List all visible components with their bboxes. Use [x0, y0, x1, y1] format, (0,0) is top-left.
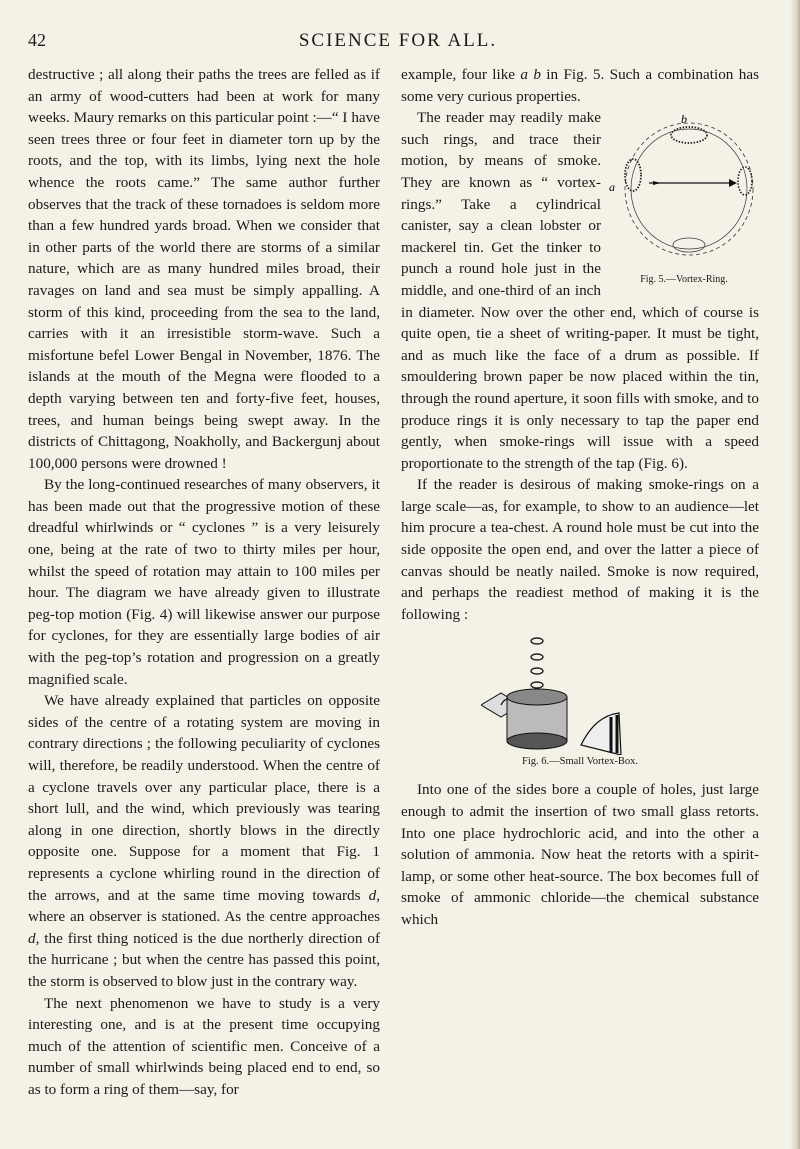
vortex-ring-diagram: [609, 111, 759, 276]
figure-caption: Fig. 6.—Small Vortex-Box.: [522, 756, 638, 768]
paragraph: We have already explained that particles on opposite sides of the centre of a rotating system are moving in contrary directions ; the following peculiarity of cyclones will, therefore, be readily understood. When the centre of a cyclone travels over any particular place, there is a short lull, and the wind, which previously was tearing along in one direction, shortly blows in the directly opposite one. Suppose for a moment that Fig. 1 represents a cyclone whirling round in the direction of the arrows, and at the same time moving towards d, where an observer is stationed. As the centre approaches d, the first thing noticed is the due northerly direction of the hurricane ; but when the centre has passed this point, the storm is observed to blow just in the contrary way.: [28, 692, 380, 990]
paragraph: example, four like a b in Fig. 5. Such a combination has some very curious properties.: [401, 66, 759, 105]
right-column: [401, 64, 759, 931]
left-column: [28, 64, 380, 1101]
figure-caption: Fig. 5.—Vortex-Ring.: [640, 274, 728, 286]
paragraph: By the long-continued researches of many observers, it has been made out that the progressive motion of these dreadful whirlwinds or “ cyclones ” is a very leisurely one, being at the rate of two to thirty miles per hour, whilst the speed of rotation may attain to 100 miles per hour. The diagram we have already given to illustrate peg-top motion (Fig. 4) will likewise answer our purpose for cyclones, for they are essentially large bodies of air with the peg-top’s rotation and progression on a greatly magnified scale.: [28, 476, 380, 688]
figure-vortex-ring: [609, 111, 759, 291]
paragraph: The reader may readily make such rings, and trace their motion, by means of smoke. They are known as “ vortex-rings.” Take a cylindrical canister, say a clean lobster or mackerel tin. Get the tinker to punch a round hole just in the middle, and one-third of an inch in diameter. Now over the other end, which of course is quite open, tie a sheet of writing-paper. It must be tight, and as much like the face of a drum as possible. If smouldering brown paper be now placed within the tin, through the round aperture, it soon fills with smoke, and to produce rings it is only necessary to tap the paper end gently, when smoke-rings will issue with a speed proportionate to the strength of the tap (Fig. 6).: [401, 109, 759, 472]
page-header: [28, 30, 768, 60]
paragraph: Into one of the sides bore a couple of holes, just large enough to admit the insertion of two small glass retorts. Into one place hydrochloric acid, and into the other a solution of ammonia. Now heat the retorts with a spirit-lamp, or some other heat-source. The box becomes full of smoke of ammonic chloride—the chemical substance which: [401, 781, 759, 928]
figure-vortex-box: [401, 635, 759, 755]
page-number: 42: [28, 30, 46, 50]
paragraph: The next phenomenon we have to study is a very interesting one, and is at the present time occupying much of the attention of scientific men. Conceive of a number of small whirlwinds being placed end to end, so as to form a ring of them—say, for: [28, 994, 380, 1098]
label-d: d: [368, 886, 377, 904]
vortex-box-illustration: [481, 635, 681, 755]
running-title: SCIENCE FOR ALL.: [298, 30, 498, 51]
paragraph: If the reader is desirous of making smoke-rings on a large scale—as, for example, to show to an audience—let him procure a tea-chest. A round hole must be cut into the side opposite the open end, and over the latter a piece of canvas should be neatly nailed. Smoke is now required, and perhaps the readiest method of making it is the following :: [401, 476, 759, 623]
label-b: b: [681, 112, 687, 127]
label-d: d: [28, 929, 36, 947]
paragraph: destructive ; all along their paths the trees are felled as if an army of wood-cutters had been at work for many weeks. Maury remarks on this particular point :—“ I have seen trees three or four feet in diameter torn up by the roots, and the top, with its limbs, lying next the hole whence the roots came.” The same author further observes that the track of these tornadoes is seldom more than a few hundred yards broad. When we consider that in other parts of the world there are storms of a similar nature, which are as many hundred miles broad, their ravages on land and sea must be simply appalling. A storm of this kind, proceeding from the sea to the land, carries with it an irresistible storm-wave. Such a misfortune befel Lower Bengal in November, 1876. The islands at the mouth of the Megna were flooded to a depth varying between ten and forty-five feet, houses, trees, and human beings being swept away. In the districts of Chittagong, Noakholly, and Backergunj about 100,000 persons were drowned !: [28, 66, 380, 472]
page-edge: [790, 0, 800, 1149]
label-a: a: [609, 180, 615, 195]
